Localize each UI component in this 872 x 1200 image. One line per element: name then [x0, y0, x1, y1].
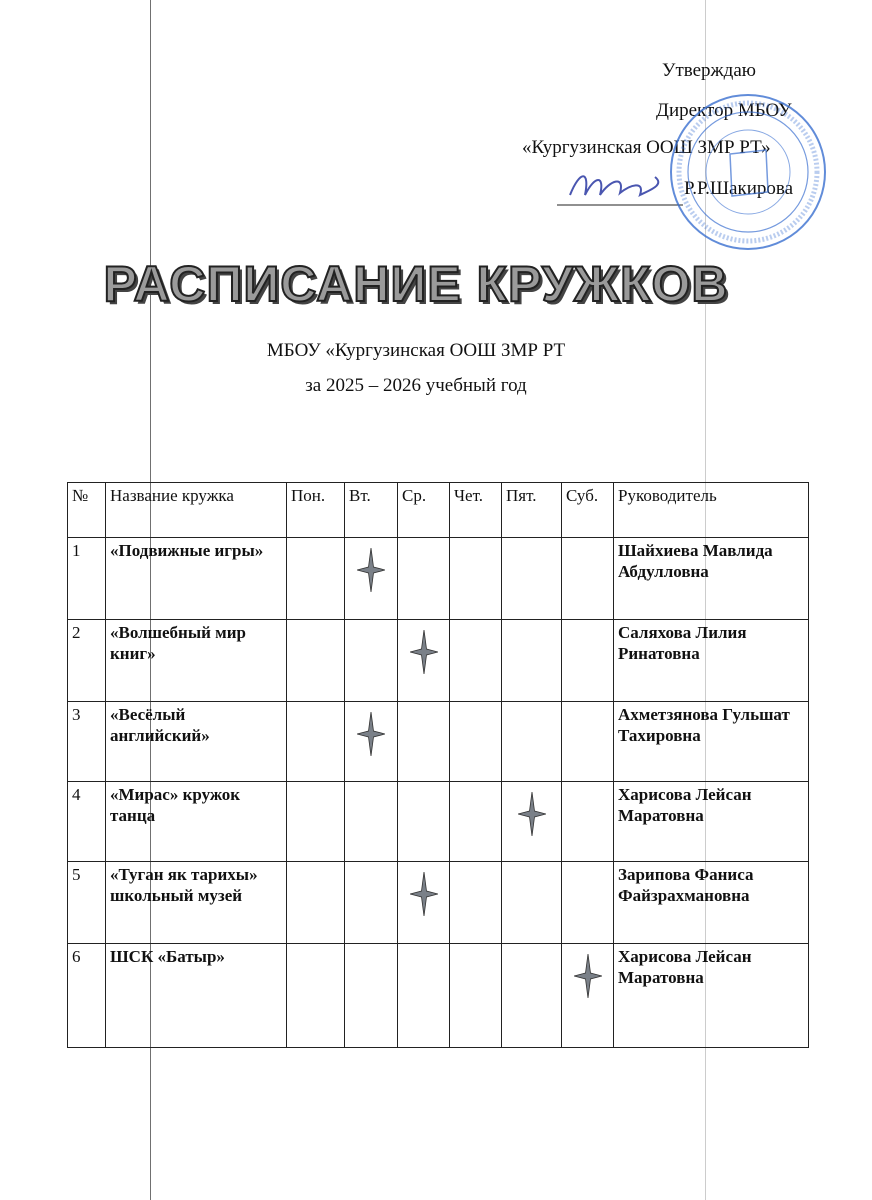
leader-name: Шайхиева Мавлида Абдулловна — [614, 538, 809, 620]
day-cell — [450, 538, 502, 620]
day-cell — [398, 782, 450, 862]
approval-signer: Р.Р.Шакирова — [684, 178, 794, 199]
approval-line-1: Утверждаю — [662, 60, 756, 81]
star-marker-icon — [357, 712, 385, 756]
day-cell — [562, 782, 614, 862]
day-cell — [502, 702, 562, 782]
day-cell — [287, 702, 345, 782]
day-cell — [450, 862, 502, 944]
page-title: РАСПИСАНИЕ КРУЖКОВ — [103, 256, 729, 312]
day-cell — [345, 782, 398, 862]
row-number: 6 — [68, 944, 106, 1048]
day-cell — [562, 702, 614, 782]
leader-name: Харисова Лейсан Маратовна — [614, 944, 809, 1048]
day-cell — [502, 782, 562, 862]
club-name: «Мирас» кружок танца — [106, 782, 287, 862]
signature — [555, 165, 685, 210]
row-number: 3 — [68, 702, 106, 782]
official-stamp — [668, 92, 828, 252]
day-cell — [562, 944, 614, 1048]
schedule-table — [67, 482, 809, 1048]
day-cell — [562, 538, 614, 620]
day-cell — [450, 944, 502, 1048]
star-marker-icon — [518, 792, 546, 836]
column-header: Руководитель — [614, 483, 809, 538]
leader-name: Харисова Лейсан Маратовна — [614, 782, 809, 862]
club-name: «Туган як тарихы» школьный музей — [106, 862, 287, 944]
day-cell — [287, 620, 345, 702]
table-row — [68, 944, 809, 1048]
leader-name: Зарипова Фаниса Файзрахмановна — [614, 862, 809, 944]
table-row — [68, 620, 809, 702]
day-cell — [287, 944, 345, 1048]
club-name: «Подвижные игры» — [106, 538, 287, 620]
day-cell — [562, 620, 614, 702]
day-cell — [287, 538, 345, 620]
day-cell — [398, 862, 450, 944]
club-name: «Волшебный мир книг» — [106, 620, 287, 702]
day-cell — [345, 944, 398, 1048]
table-row — [68, 702, 809, 782]
approval-line-2: Директор МБОУ — [656, 100, 792, 121]
table-row — [68, 862, 809, 944]
column-header: № — [68, 483, 106, 538]
column-header: Чет. — [450, 483, 502, 538]
star-marker-icon — [410, 872, 438, 916]
column-header: Пят. — [502, 483, 562, 538]
subtitle-school: МБОУ «Кургузинская ООШ ЗМР РТ — [266, 340, 566, 361]
row-number: 1 — [68, 538, 106, 620]
day-cell — [502, 944, 562, 1048]
star-marker-icon — [574, 954, 602, 998]
leader-name: Саляхова Лилия Ринатовна — [614, 620, 809, 702]
day-cell — [562, 862, 614, 944]
leader-name: Ахметзянова Гульшат Тахировна — [614, 702, 809, 782]
table-row — [68, 782, 809, 862]
day-cell — [450, 702, 502, 782]
row-number: 5 — [68, 862, 106, 944]
star-marker-icon — [410, 630, 438, 674]
column-header: Суб. — [562, 483, 614, 538]
approval-line-3: «Кургузинская ООШ ЗМР РТ» — [522, 137, 771, 158]
day-cell — [398, 944, 450, 1048]
day-cell — [398, 538, 450, 620]
row-number: 4 — [68, 782, 106, 862]
day-cell — [345, 862, 398, 944]
row-number: 2 — [68, 620, 106, 702]
day-cell — [450, 620, 502, 702]
column-header: Название кружка — [106, 483, 287, 538]
column-header: Ср. — [398, 483, 450, 538]
day-cell — [502, 620, 562, 702]
day-cell — [345, 702, 398, 782]
day-cell — [450, 782, 502, 862]
column-header: Вт. — [345, 483, 398, 538]
column-header: Пон. — [287, 483, 345, 538]
star-marker-icon — [357, 548, 385, 592]
day-cell — [287, 862, 345, 944]
day-cell — [502, 538, 562, 620]
day-cell — [345, 538, 398, 620]
day-cell — [398, 702, 450, 782]
day-cell — [398, 620, 450, 702]
club-name: ШСК «Батыр» — [106, 944, 287, 1048]
table-row — [68, 538, 809, 620]
subtitle-year: за 2025 – 2026 учебный год — [305, 375, 527, 396]
day-cell — [345, 620, 398, 702]
day-cell — [502, 862, 562, 944]
club-name: «Весёлый английский» — [106, 702, 287, 782]
table-header-row — [68, 483, 809, 538]
day-cell — [287, 782, 345, 862]
